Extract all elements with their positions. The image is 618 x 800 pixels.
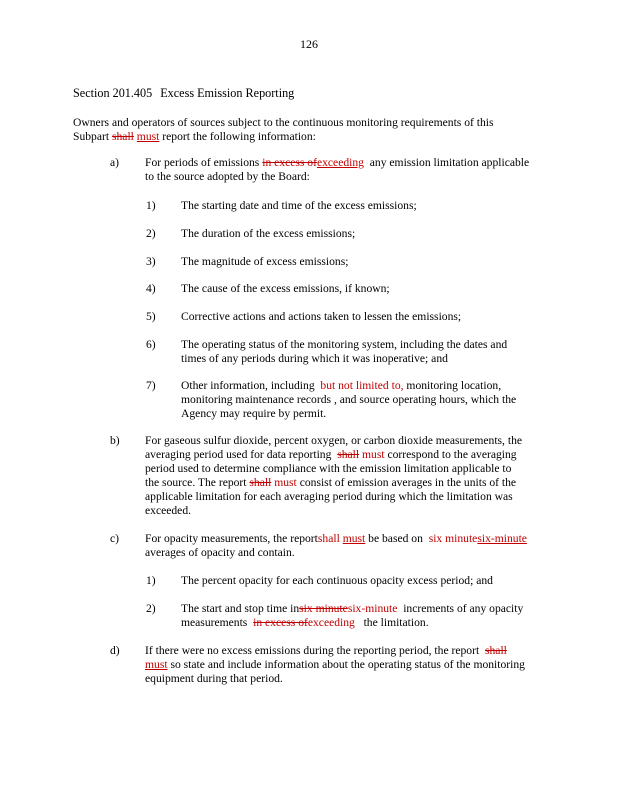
item-a5-text: Corrective actions and actions taken to lessen the emissions; <box>181 310 462 323</box>
section-number: Section 201.405 <box>73 86 153 100</box>
inserted-text: exceeding <box>307 616 355 629</box>
inserted-text: six-minute <box>347 602 398 615</box>
deleted-text: shall <box>484 644 507 657</box>
item-a2-label: 2) <box>146 227 156 240</box>
inserted-text: must <box>362 448 385 461</box>
item-b-text: For gaseous sulfur dioxide, percent oxygen, or carbon dioxide measurements, the averaging period used for data reporting shall must correspond to the averaging period used to determine compliance with the emission limitation applicable to the source. The report shall must consist of emission averages in the units of the applicable limitation for each averaging period during which the limitation was exceeded. <box>145 434 523 517</box>
inserted-text: must <box>145 658 168 671</box>
deleted-text: shall <box>337 448 360 461</box>
page-number: 126 <box>300 37 318 51</box>
item-a-text: For periods of emissions in excess ofexceeding any emission limitation applicable to the source adopted by the Board: <box>145 156 530 183</box>
item-c2-text: The start and stop time insix minutesix-minute increments of any opacity measurements in excess ofexceeding the limitation. <box>181 602 524 629</box>
item-c1-text: The percent opacity for each continuous opacity excess period; and <box>181 574 493 587</box>
item-a5-label: 5) <box>146 310 156 323</box>
item-c2-label: 2) <box>146 602 156 615</box>
item-c-text: For opacity measurements, the reportshall must be based on six minutesix-minute averages of opacity and contain. <box>145 532 527 559</box>
inserted-text: six minute <box>428 532 478 545</box>
item-a-label: a) <box>110 156 120 169</box>
item-a4-label: 4) <box>146 282 156 295</box>
inserted-text: must <box>342 532 366 545</box>
item-a6-text: The operating status of the monitoring system, including the dates and times of any periods during which it was inoperative; and <box>181 338 508 365</box>
inserted-text: exceeding <box>316 156 364 169</box>
inserted-text: must <box>274 476 297 489</box>
intro-text-2: Subpart <box>73 130 110 143</box>
item-c1-label: 1) <box>146 574 156 587</box>
deleted-text: shall <box>111 130 134 143</box>
inserted-text: must <box>136 130 160 143</box>
item-d-text: If there were no excess emissions during the reporting period, the report shall must so state and include information about the operating status of the monitoring equipment during that period. <box>145 644 525 685</box>
item-b-label: b) <box>110 434 120 447</box>
item-a4-text: The cause of the excess emissions, if known; <box>181 282 390 295</box>
item-c-label: c) <box>110 532 120 545</box>
item-a1-label: 1) <box>146 199 156 212</box>
intro-text-3: report the following information: <box>162 130 316 143</box>
inserted-text: but not limited to, <box>320 379 404 392</box>
item-a1-text: The starting date and time of the excess emissions; <box>181 199 417 212</box>
item-d-label: d) <box>110 644 120 657</box>
item-a2-text: The duration of the excess emissions; <box>181 227 356 240</box>
deleted-text: six minute <box>299 602 348 615</box>
deleted-text: shall <box>249 476 272 489</box>
item-a7-label: 7) <box>146 379 156 392</box>
item-a3-text: The magnitude of excess emissions; <box>181 255 349 268</box>
section-title: Excess Emission Reporting <box>160 86 295 100</box>
intro-paragraph <box>73 116 553 144</box>
item-a7-text: Other information, including but not limited to, monitoring location, monitoring maintenance records , and source operating hours, which the Agency may require by permit. <box>181 379 517 420</box>
section-heading <box>73 86 294 100</box>
deleted-text: in excess of <box>262 156 317 169</box>
intro-text-1: Owners and operators of sources subject to the continuous monitoring requirements of this <box>73 116 494 129</box>
deleted-text: in excess of <box>253 616 308 629</box>
item-a6-label: 6) <box>146 338 156 351</box>
item-a3-label: 3) <box>146 255 156 268</box>
inserted-text: six-minute <box>477 532 527 545</box>
inserted-text: shall <box>317 532 340 545</box>
